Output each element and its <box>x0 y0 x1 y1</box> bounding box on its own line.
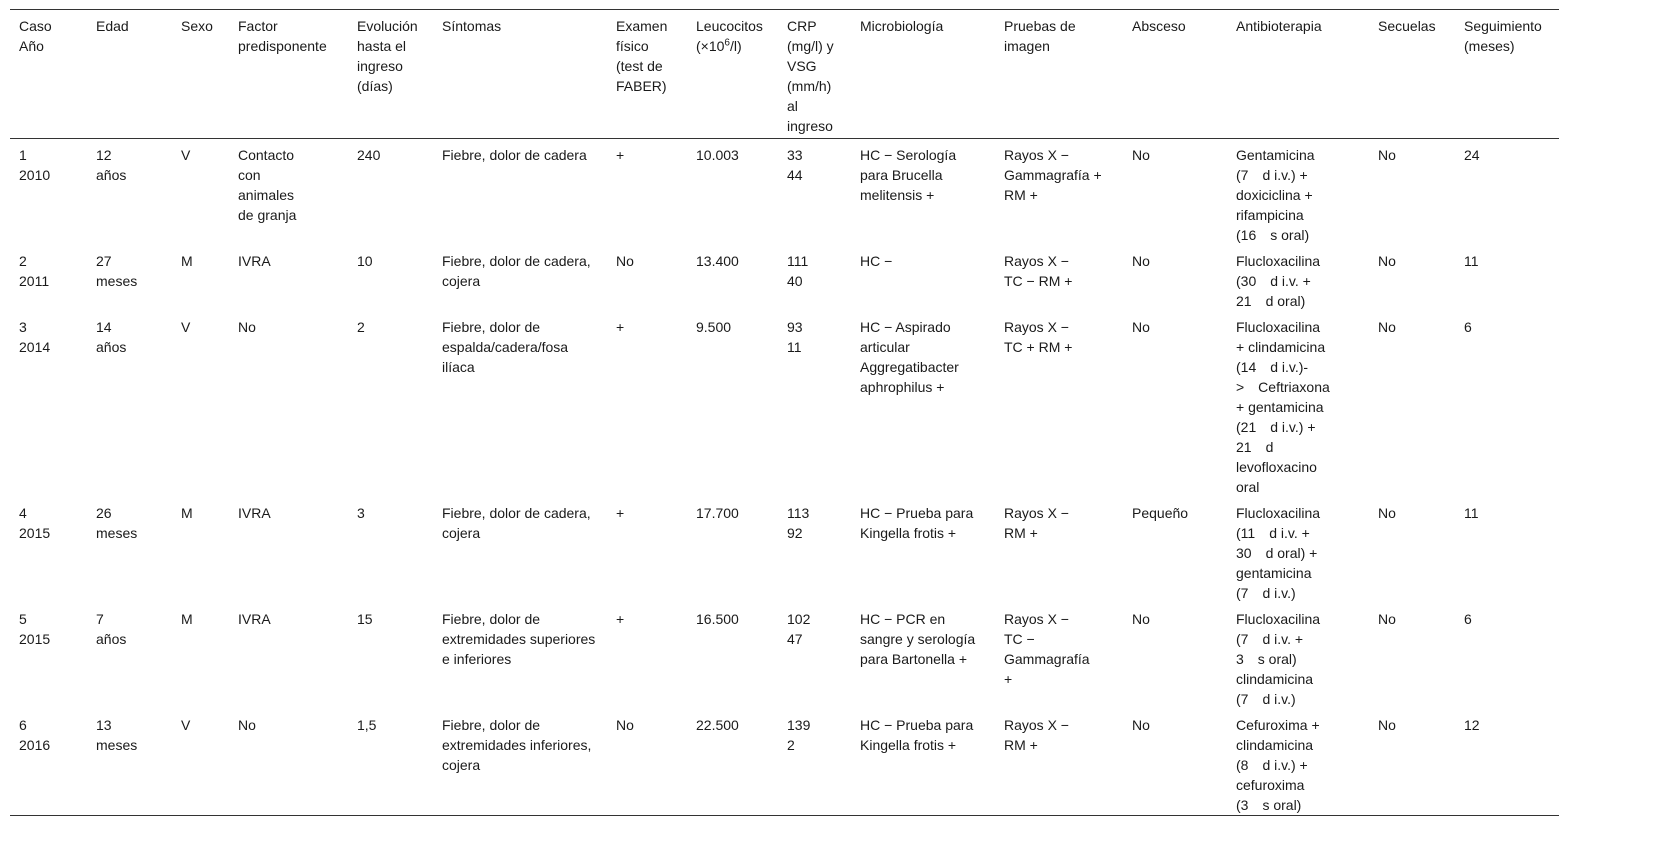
cell-factor: IVRA <box>238 253 271 269</box>
cell-micro: HC − PCR en sangre y serología para Bartonella + <box>860 611 976 667</box>
cell-edad: 13 meses <box>96 717 138 753</box>
cell-secuelas: No <box>1378 319 1396 335</box>
cell-sexo: V <box>181 319 191 335</box>
cell-sintomas: Fiebre, dolor de extremidades superiores e inferiores <box>442 611 596 667</box>
col-header-sintomas: Síntomas <box>442 18 502 34</box>
table-row <box>10 709 1559 816</box>
cell-edad: 27 meses <box>96 253 138 289</box>
cell-secuelas: No <box>1378 611 1396 627</box>
cell-caso: 4 2015 <box>19 505 51 541</box>
col-header-seguimiento: Seguimiento (meses) <box>1464 18 1542 54</box>
col-header-evolucion: Evolución hasta el ingreso (días) <box>357 18 418 94</box>
cell-absceso: No <box>1132 319 1150 335</box>
col-header-secuelas: Secuelas <box>1378 18 1436 34</box>
cell-sintomas: Fiebre, dolor de espalda/cadera/fosa ilíaca <box>442 319 569 375</box>
leucocitos-unit: /l) <box>729 38 742 54</box>
cell-seguimiento: 24 <box>1464 147 1480 163</box>
cell-evolucion: 15 <box>357 611 373 627</box>
cell-sexo: M <box>181 611 193 627</box>
cell-micro: HC − <box>860 253 893 269</box>
cell-imagen: Rayos X − TC − Gammagrafía + <box>1004 611 1090 687</box>
cell-caso: 6 2016 <box>19 717 51 753</box>
cell-micro: HC − Aspirado articular Aggregatibacter aphrophilus + <box>860 319 959 395</box>
col-header-crp: CRP (mg/l) y VSG (mm/h) al ingreso <box>787 18 834 134</box>
col-header-antibio: Antibioterapia <box>1236 18 1322 34</box>
cell-micro: HC − Serología para Brucella melitensis + <box>860 147 957 203</box>
cell-imagen: Rayos X − TC − RM + <box>1004 253 1073 289</box>
cell-absceso: No <box>1132 147 1150 163</box>
cell-imagen: Rayos X − TC + RM + <box>1004 319 1073 355</box>
cell-sintomas: Fiebre, dolor de cadera <box>442 147 587 163</box>
cell-leucocitos: 17.700 <box>696 505 739 521</box>
cell-examen: + <box>616 147 625 163</box>
cell-crp: 139 2 <box>787 717 811 753</box>
cell-crp: 33 44 <box>787 147 803 183</box>
cell-examen: + <box>616 319 625 335</box>
cell-evolucion: 240 <box>357 147 381 163</box>
cell-absceso: No <box>1132 717 1150 733</box>
col-header-leucocitos <box>687 10 778 139</box>
cell-examen: + <box>616 611 625 627</box>
table-row <box>10 497 1559 603</box>
cell-sexo: V <box>181 717 191 733</box>
cell-seguimiento: 12 <box>1464 717 1480 733</box>
col-header-caso: Caso Año <box>19 18 52 54</box>
table-row <box>10 603 1559 709</box>
cell-edad: 26 meses <box>96 505 138 541</box>
cell-factor: IVRA <box>238 611 271 627</box>
cell-antibio: Flucloxacilina (11 d i.v. + 30 d oral) + gentamicina (7 d i.v.) <box>1236 505 1321 601</box>
cell-sintomas: Fiebre, dolor de cadera, cojera <box>442 253 591 289</box>
cell-sexo: M <box>181 253 193 269</box>
cell-leucocitos: 10.003 <box>696 147 739 163</box>
cell-sintomas: Fiebre, dolor de extremidades inferiores, cojera <box>442 717 592 773</box>
cell-imagen: Rayos X − Gammagrafía + RM + <box>1004 147 1102 203</box>
cell-edad: 12 años <box>96 147 127 183</box>
cell-sexo: M <box>181 505 193 521</box>
cell-leucocitos: 22.500 <box>696 717 739 733</box>
cell-factor: IVRA <box>238 505 271 521</box>
cell-caso: 1 2010 <box>19 147 51 183</box>
cell-evolucion: 2 <box>357 319 365 335</box>
table-row <box>10 139 1559 246</box>
col-header-absceso: Absceso <box>1132 18 1186 34</box>
cell-factor: Contacto con animales de granja <box>238 147 297 223</box>
cell-factor: No <box>238 319 256 335</box>
cell-crp: 113 92 <box>787 505 810 541</box>
header-row <box>10 10 1559 139</box>
cell-evolucion: 3 <box>357 505 365 521</box>
cell-leucocitos: 9.500 <box>696 319 732 335</box>
cell-caso: 3 2014 <box>19 319 51 355</box>
col-header-examen: Examen físico (test de FABER) <box>616 18 668 94</box>
leucocitos-label: Leucocitos (×10 <box>696 18 763 54</box>
cell-seguimiento: 11 <box>1464 253 1479 269</box>
cell-antibio: Flucloxacilina (30 d i.v. + 21 d oral) <box>1236 253 1321 309</box>
cell-edad: 7 años <box>96 611 127 647</box>
case-table <box>10 9 1559 816</box>
cell-micro: HC − Prueba para Kingella frotis + <box>860 717 974 753</box>
cell-caso: 2 2011 <box>19 253 50 289</box>
cell-crp: 111 40 <box>787 253 809 289</box>
table-row <box>10 311 1559 497</box>
cell-secuelas: No <box>1378 505 1396 521</box>
cell-absceso: Pequeño <box>1132 505 1189 521</box>
cell-antibio: Flucloxacilina (7 d i.v. + 3 s oral) clindamicina (7 d i.v.) <box>1236 611 1321 707</box>
case-table-container <box>10 9 1559 816</box>
leucocitos-exponent: 6 <box>724 37 730 49</box>
cell-micro: HC − Prueba para Kingella frotis + <box>860 505 974 541</box>
col-header-imagen: Pruebas de imagen <box>1004 18 1076 54</box>
cell-antibio: Flucloxacilina + clindamicina (14 d i.v.)- > Ceftriaxona + gentamicina (21 d i.v.) + 21 d levofloxacino oral <box>1236 319 1330 495</box>
col-header-edad: Edad <box>96 18 129 34</box>
cell-secuelas: No <box>1378 253 1396 269</box>
cell-leucocitos: 16.500 <box>696 611 739 627</box>
cell-sintomas: Fiebre, dolor de cadera, cojera <box>442 505 591 541</box>
col-header-factor: Factor predisponente <box>238 18 327 54</box>
cell-imagen: Rayos X − RM + <box>1004 717 1069 753</box>
col-header-sexo: Sexo <box>181 18 213 34</box>
cell-seguimiento: 6 <box>1464 319 1472 335</box>
cell-caso: 5 2015 <box>19 611 51 647</box>
col-header-micro: Microbiología <box>860 18 944 34</box>
cell-crp: 93 11 <box>787 319 803 355</box>
cell-seguimiento: 11 <box>1464 505 1479 521</box>
cell-factor: No <box>238 717 256 733</box>
cell-examen: + <box>616 505 625 521</box>
cell-imagen: Rayos X − RM + <box>1004 505 1069 541</box>
cell-examen: No <box>616 717 634 733</box>
cell-evolucion: 10 <box>357 253 373 269</box>
cell-absceso: No <box>1132 611 1150 627</box>
cell-secuelas: No <box>1378 717 1396 733</box>
cell-examen: No <box>616 253 634 269</box>
cell-edad: 14 años <box>96 319 127 355</box>
cell-evolucion: 1,5 <box>357 717 377 733</box>
table-body <box>10 139 1559 816</box>
cell-crp: 102 47 <box>787 611 811 647</box>
cell-antibio: Cefuroxima + clindamicina (8 d i.v.) + cefuroxima (3 s oral) <box>1236 717 1320 813</box>
cell-sexo: V <box>181 147 191 163</box>
cell-leucocitos: 13.400 <box>696 253 739 269</box>
cell-seguimiento: 6 <box>1464 611 1472 627</box>
cell-antibio: Gentamicina (7 d i.v.) + doxiciclina + rifampicina (16 s oral) <box>1236 147 1315 243</box>
cell-absceso: No <box>1132 253 1150 269</box>
table-row <box>10 245 1559 311</box>
cell-secuelas: No <box>1378 147 1396 163</box>
